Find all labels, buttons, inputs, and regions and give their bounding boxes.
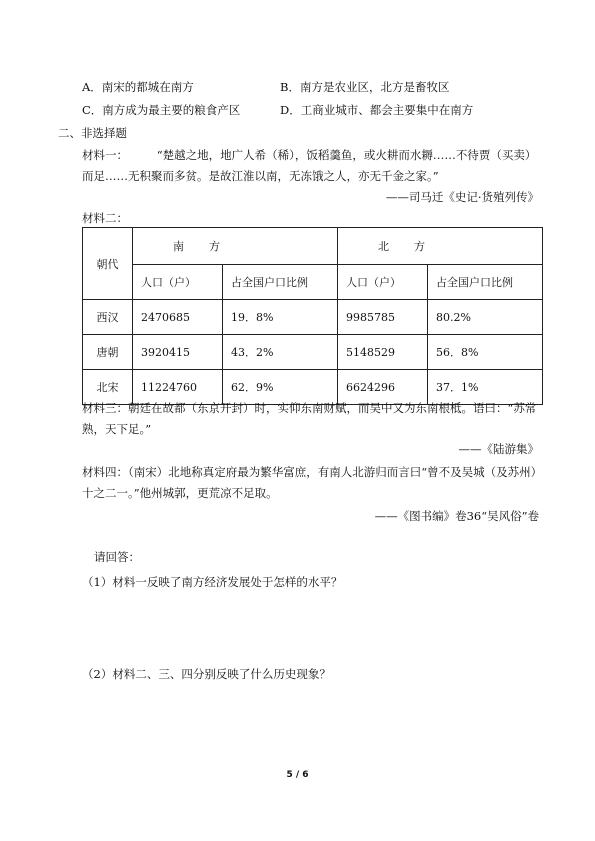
north-header: 北 方 xyxy=(338,228,543,265)
north-ratio-cell: 80.2% xyxy=(428,300,543,335)
material4-source: ——《图书编》卷36“吴风俗”卷 xyxy=(374,509,539,523)
north-ratio-cell: 37．1% xyxy=(428,370,543,405)
dynasty-cell: 唐朝 xyxy=(83,335,133,370)
south-ratio-cell: 62．9% xyxy=(223,370,338,405)
north-population-cell: 9985785 xyxy=(338,300,428,335)
north-ratio-cell: 56．8% xyxy=(428,335,543,370)
option-b: B．南方是农业区，北方是畜牧区 xyxy=(280,80,450,94)
page-number: 5 / 6 xyxy=(286,770,309,780)
dynasty-cell: 西汉 xyxy=(83,300,133,335)
table-row xyxy=(83,335,543,370)
question-2: （2）材料二、三、四分别反映了什么历史现象？ xyxy=(82,667,331,681)
dynasty-cell: 北宋 xyxy=(83,370,133,405)
table-header-row xyxy=(83,228,543,265)
north-population-header: 人口（户） xyxy=(338,265,428,300)
dynasty-header: 朝代 xyxy=(83,228,133,300)
population-table xyxy=(82,227,543,405)
section-title: 二、非选择题 xyxy=(58,126,127,140)
answer-prompt: 请回答： xyxy=(94,550,140,564)
table-row xyxy=(83,300,543,335)
material4-text: 材料四：（南宋）北地称真定府最为繁华富庶，有南人北游归而言曰“曾不及吴城（及苏州）十之二一。”他州城郭，更荒凉不足取。 xyxy=(82,465,537,500)
table-subheader-row xyxy=(83,265,543,300)
north-population-cell: 6624296 xyxy=(338,370,428,405)
south-population-header: 人口（户） xyxy=(133,265,223,300)
south-population-cell: 2470685 xyxy=(133,300,223,335)
north-population-cell: 5148529 xyxy=(338,335,428,370)
option-c: C．南方成为最主要的粮食产区 xyxy=(82,103,241,117)
material3-text: 材料三：朝廷在故都（东京开封）时，实仰东南财赋，而吴中又为东南根柢。语曰：“苏常熟，天下足。” xyxy=(82,401,537,436)
material2-label: 材料二： xyxy=(82,211,128,225)
south-ratio-cell: 43．2% xyxy=(223,335,338,370)
material1-source: ——司马迁《史记·货殖列传》 xyxy=(385,190,539,204)
south-ratio-header: 占全国户口比例 xyxy=(223,265,338,300)
south-population-cell: 3920415 xyxy=(133,335,223,370)
south-header: 南 方 xyxy=(133,228,338,265)
material3-source: ——《陆游集》 xyxy=(458,442,539,456)
material1-text: 材料一： “楚越之地，地广人希（稀），饭稻羹鱼，或火耕而水耨……不待贾（买卖）而足……无积聚而多贫。是故江淮以南，无冻饿之人，亦无千金之家。” xyxy=(82,148,537,183)
option-a: A．南宋的都城在南方 xyxy=(82,80,194,94)
south-population-cell: 11224760 xyxy=(133,370,223,405)
north-ratio-header: 占全国户口比例 xyxy=(428,265,543,300)
question-1: （1）材料一反映了南方经济发展处于怎样的水平？ xyxy=(82,575,343,589)
south-ratio-cell: 19．8% xyxy=(223,300,338,335)
option-d: D．工商业城市、都会主要集中在南方 xyxy=(280,103,474,117)
